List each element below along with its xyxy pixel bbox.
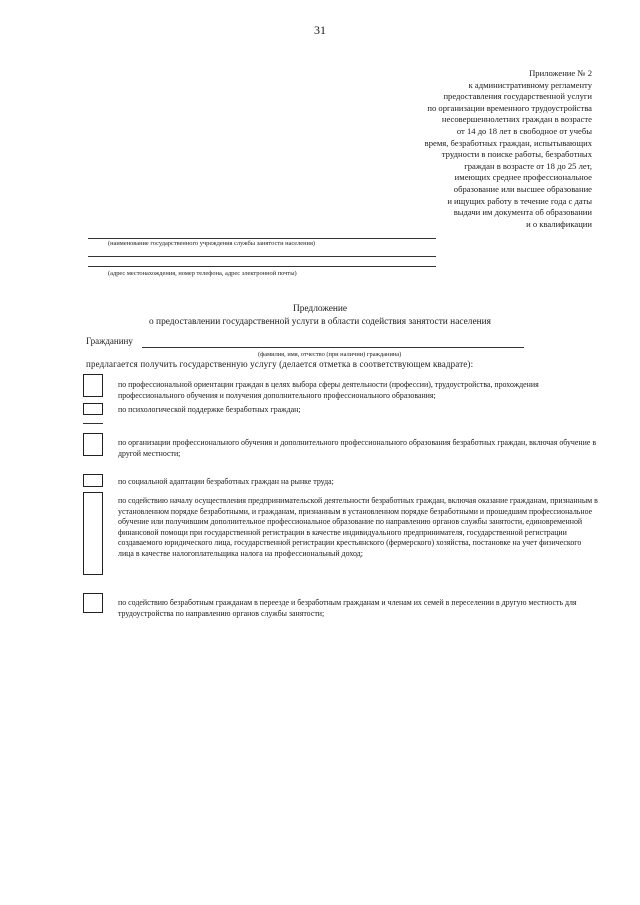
appendix-line: выдачи им документа об образовании: [453, 207, 592, 218]
option-checkbox-training[interactable]: [83, 433, 103, 456]
citizen-name-caption: (фамилия, имя, отчество (при наличии) гражданина): [258, 351, 402, 358]
citizen-label: Гражданину: [86, 336, 133, 346]
appendix-line: Приложение № 2: [529, 68, 592, 78]
appendix-line: трудности в поиске работы, безработных: [441, 149, 592, 160]
institution-name-caption: (наименование государственного учреждения службы занятости населения): [108, 240, 316, 247]
offer-text: предлагается получить государственную услугу (делается отметка в соответствующем квадрате):: [86, 359, 474, 369]
option-checkbox-relocation[interactable]: [83, 593, 103, 613]
option-social-adaptation: по социальной адаптации безработных граждан на рынке труда;: [118, 477, 334, 486]
appendix-line: время, безработных граждан, испытывающих: [424, 137, 592, 148]
appendix-line: по организации временного трудоустройства: [427, 102, 592, 113]
appendix-line: и о квалификации: [526, 218, 592, 229]
address-line[interactable]: [88, 266, 436, 267]
option-checkbox-psych-support[interactable]: [83, 403, 103, 415]
document-title: Предложение: [292, 304, 348, 314]
appendix-line: предоставления государственной услуги: [443, 91, 592, 102]
option-checkbox-career-guidance[interactable]: [83, 374, 103, 397]
option-career-guidance: по профессиональной ориентации граждан в целях выбора сферы деятельности (профессии), трудоустройства, прохождения профессионального обучения и получения дополнительного профессионального образования;: [118, 380, 539, 400]
option-entrepreneurship: по содействию началу осуществления предпринимательской деятельности безработных граждан, включая оказание гражданам, признанным в установленном порядке безработными, и гражданам, признанным в установленном порядке безработными и прошедшим профессиональное обучение или получившим дополнительное профессиональное образование по направлению органов службы занятости, единовременной финансовой помощи при государственной регистрации в качестве индивидуального предпринимателя, государственной регистрации создаваемого юридического лица, государственной регистрации крестьянского (фермерского) хозяйства, постановке на учет физического лица в качестве налогоплательщика налога на профессиональный доход;: [118, 496, 598, 558]
institution-extra-line[interactable]: [88, 256, 436, 257]
appendix-line: несовершеннолетних граждан в возрасте: [441, 114, 592, 125]
citizen-name-line[interactable]: [142, 347, 524, 348]
appendix-line: граждан в возрасте от 18 до 25 лет,: [464, 160, 592, 171]
option-psych-support: по психологической поддержке безработных граждан;: [118, 405, 301, 414]
appendix-line: имеющих среднее профессиональное: [454, 172, 592, 183]
option-checkbox-entrepreneurship[interactable]: [83, 492, 103, 575]
separator: [83, 423, 103, 424]
document-subtitle: о предоставлении государственной услуги в области содействия занятости населения: [149, 317, 491, 327]
option-relocation: по содействию безработным гражданам в переезде и безработным гражданам и членам их семей в переселении в другую местность для трудоустройства по направлению органов службы занятости;: [118, 598, 577, 618]
appendix-line: к административному регламенту: [468, 79, 592, 90]
option-checkbox-social-adaptation[interactable]: [83, 474, 103, 487]
appendix-line: от 14 до 18 лет в свободное от учебы: [456, 125, 592, 136]
appendix-line: образование или высшее образование: [453, 183, 592, 194]
appendix-note: [332, 68, 592, 230]
institution-name-line[interactable]: [88, 238, 436, 239]
page-number: 31: [314, 23, 326, 37]
address-caption: (адрес местонахождения, номер телефона, адрес электронной почты): [108, 270, 297, 277]
appendix-line: и ищущих работу в течение года с даты: [447, 195, 592, 206]
option-training: по организации профессионального обучения и дополнительного профессионального образования безработных граждан, включая обучение в другой местности;: [118, 438, 597, 458]
